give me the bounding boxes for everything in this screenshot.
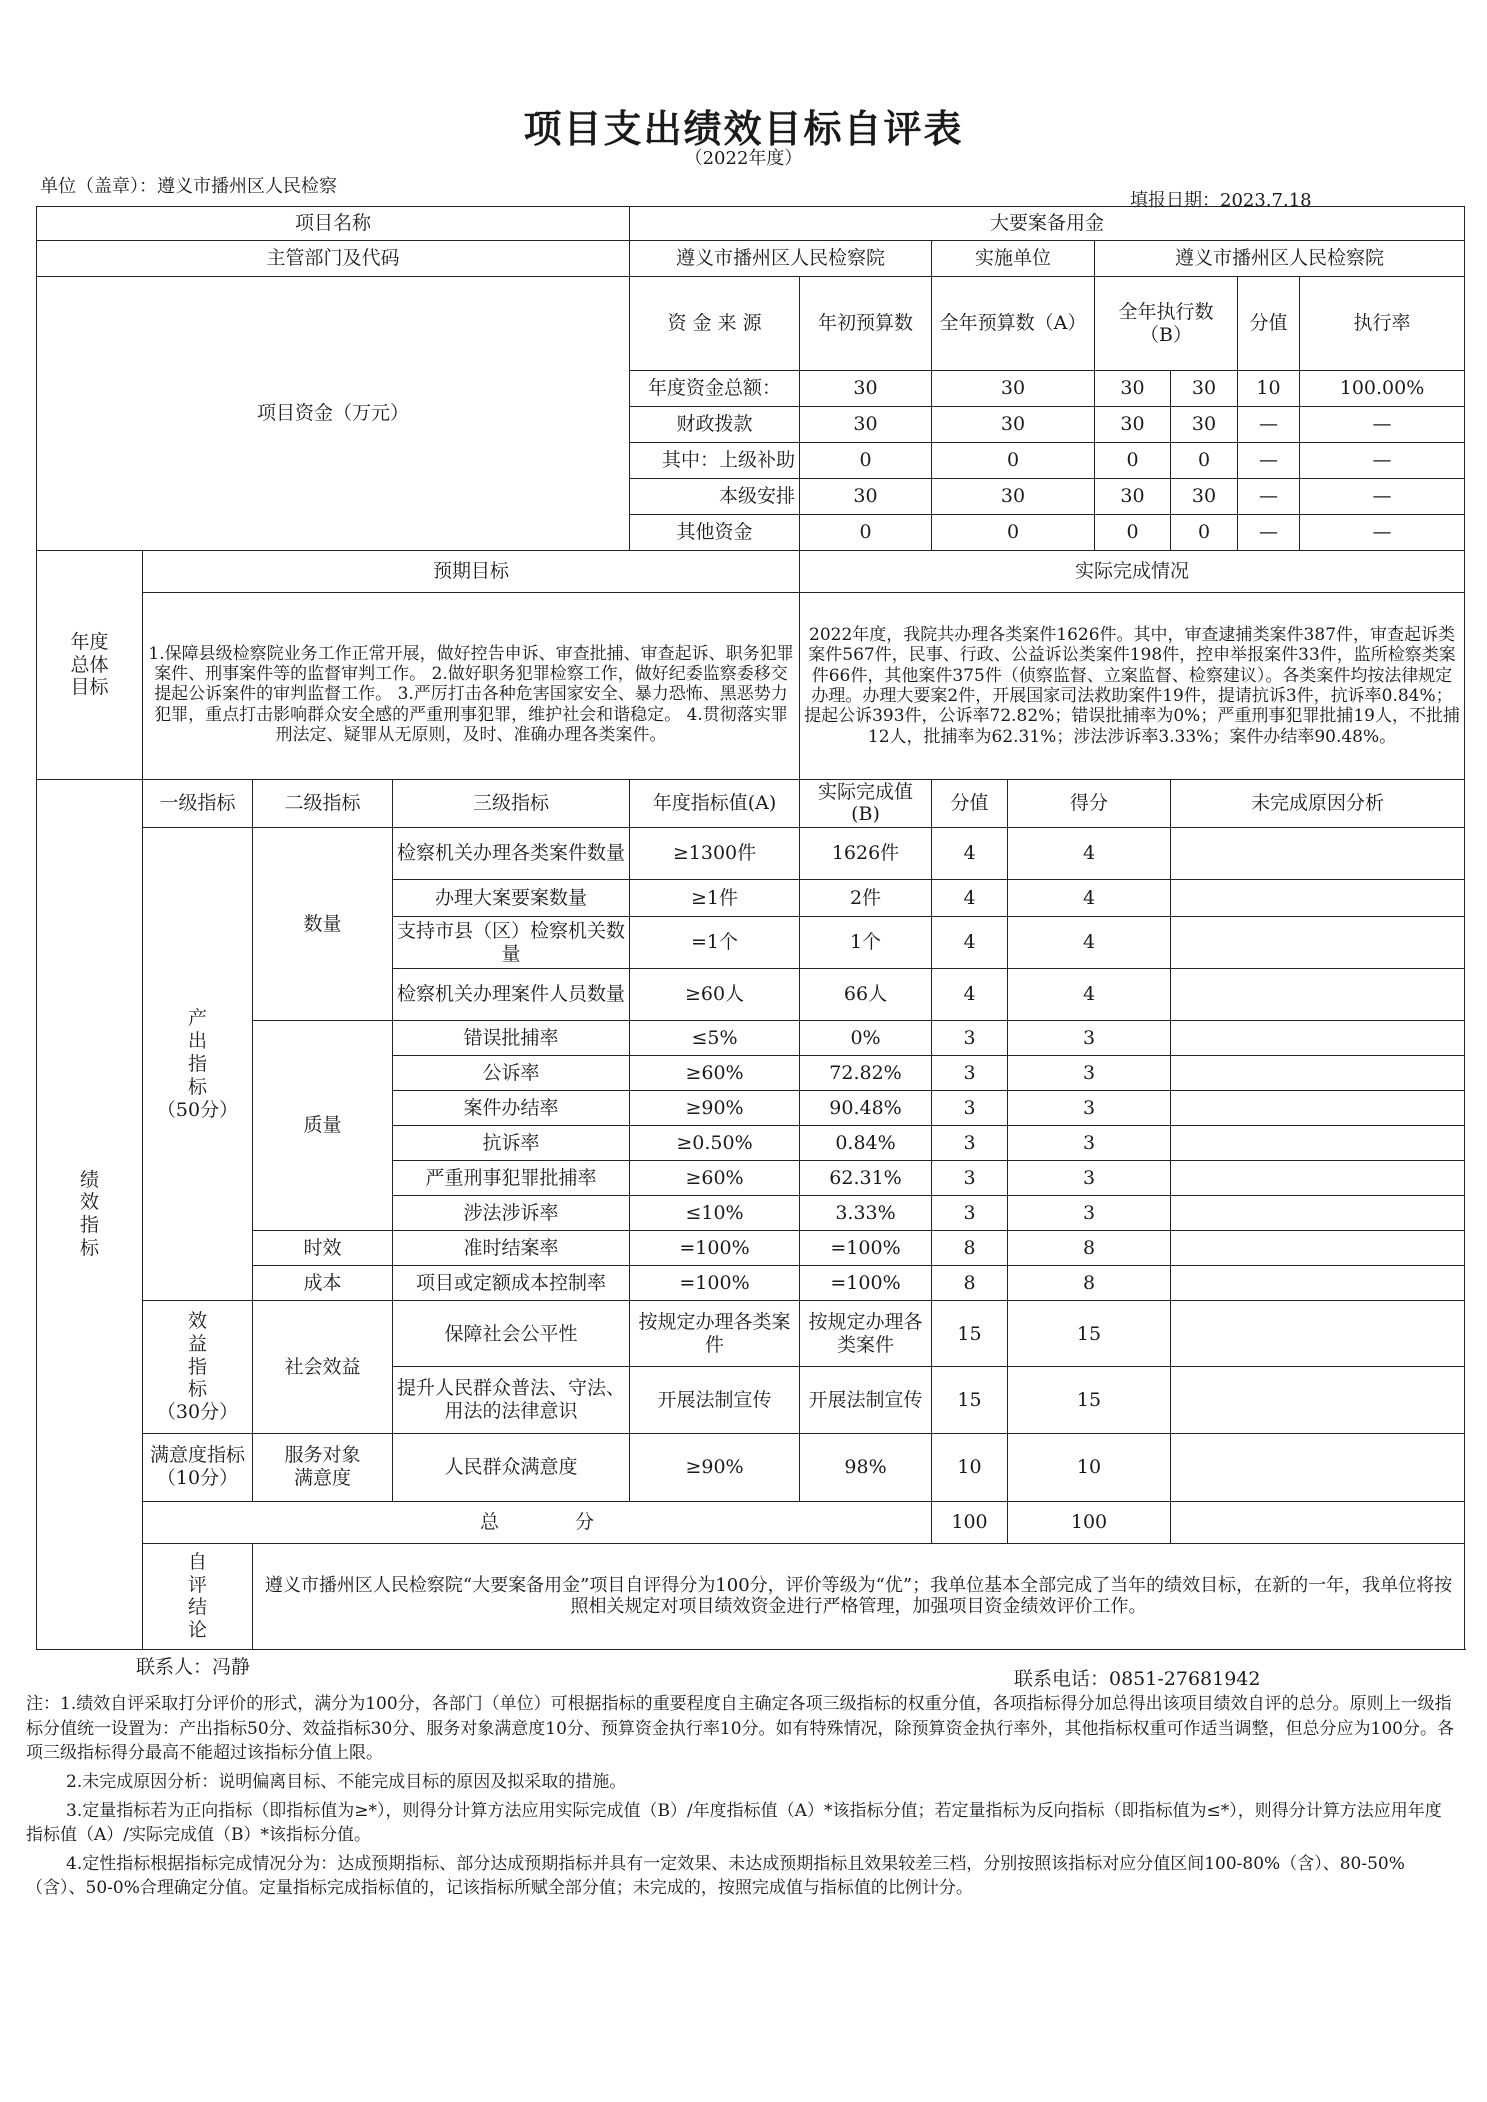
indicator-value: 4 — [932, 969, 1008, 1021]
impl-label: 实施单位 — [932, 241, 1095, 277]
indicator-target: ≤5% — [630, 1021, 800, 1056]
indicator-target: =100% — [630, 1266, 800, 1301]
indicator-reason — [1171, 1021, 1465, 1056]
indicator-target: ≥0.50% — [630, 1126, 800, 1161]
funds-initial: 0 — [800, 515, 932, 551]
indicators-section-label: 绩 效 指 标 — [37, 779, 143, 1649]
indicator-target: ≥60% — [630, 1161, 800, 1196]
funds-initial: 30 — [800, 371, 932, 407]
indicator-value: 3 — [932, 1091, 1008, 1126]
total-value: 100 — [932, 1501, 1008, 1543]
indicator-target: =1个 — [630, 917, 800, 969]
indicator-value: 8 — [932, 1231, 1008, 1266]
indicator-score: 8 — [1008, 1266, 1171, 1301]
ind-header-actual: 实际完成值(B) — [800, 779, 932, 828]
funds-score-value: — — [1238, 443, 1300, 479]
indicator-name: 案件办结率 — [393, 1091, 630, 1126]
ind-header-score: 得分 — [1008, 779, 1171, 828]
cost-label: 成本 — [253, 1266, 393, 1301]
indicator-value: 3 — [932, 1056, 1008, 1091]
indicator-name: 保障社会公平性 — [393, 1301, 630, 1367]
funds-rate: — — [1300, 515, 1465, 551]
indicator-score: 3 — [1008, 1161, 1171, 1196]
indicator-reason — [1171, 917, 1465, 969]
indicator-value: 10 — [932, 1433, 1008, 1501]
indicator-reason — [1171, 1266, 1465, 1301]
funds-source: 其中：上级补助 — [630, 443, 800, 479]
indicator-target: =100% — [630, 1231, 800, 1266]
funds-header-initial: 年初预算数 — [800, 277, 932, 371]
ind-header-reason: 未完成原因分析 — [1171, 779, 1465, 828]
indicator-actual: 98% — [800, 1433, 932, 1501]
funds-exec: 30 — [1095, 371, 1171, 407]
indicator-name: 严重刑事犯罪批捕率 — [393, 1161, 630, 1196]
funds-initial: 30 — [800, 407, 932, 443]
funds-annual: 30 — [932, 371, 1095, 407]
indicator-actual: 62.31% — [800, 1161, 932, 1196]
indicator-name: 抗诉率 — [393, 1126, 630, 1161]
funds-rate: 100.00% — [1300, 371, 1465, 407]
indicator-name: 公诉率 — [393, 1056, 630, 1091]
funds-exec: 0 — [1171, 443, 1238, 479]
indicator-actual: 开展法制宣传 — [800, 1367, 932, 1433]
actual-result-text: 2022年度，我院共办理各类案件1626件。其中，审查逮捕类案件387件，审查起诉类案件567件，民事、行政、公益诉讼类案件198件，控申举报案件33件，监所检察类案件66件，其他案件375件（侦察监督、立案监督、检察建议）。各类案件均按法律规定办理。办理大要案2件，开展国家司法救助案件19件，提请抗诉3件，抗诉率0.84%；提起公诉393件，公诉率72.82%；错误批捕率为0%；严重刑事犯罪批捕19人，不批捕12人，批捕率为62.31%；涉法涉诉率3.33%；案件办结率90.48%。 — [800, 593, 1465, 779]
indicator-reason — [1171, 1161, 1465, 1196]
indicator-score: 4 — [1008, 880, 1171, 917]
indicator-actual: 90.48% — [800, 1091, 932, 1126]
funds-source: 本级安排 — [630, 479, 800, 515]
indicator-actual: 72.82% — [800, 1056, 932, 1091]
goals-label: 年度 总体 目标 — [37, 551, 143, 779]
indicator-target: ≥90% — [630, 1433, 800, 1501]
indicator-value: 4 — [932, 917, 1008, 969]
indicator-score: 3 — [1008, 1126, 1171, 1161]
indicator-target: 按规定办理各类案件 — [630, 1301, 800, 1367]
note-4: 4.定性指标根据指标完成情况分为：达成预期指标、部分达成预期指标并具有一定效果、未达成预期指标且效果较差三档，分别按照该指标对应分值区间100-80%（含）、80-50%（含）、50-0%合理确定分值。定量指标完成指标值的，记该指标所赋全部分值；未完成的，按照完成值与指标值的比例计分。 — [26, 1853, 1405, 1899]
indicator-score: 15 — [1008, 1301, 1171, 1367]
fill-date: 填报日期：2023.7.18 — [1130, 190, 1312, 211]
indicator-target: ≤10% — [630, 1196, 800, 1231]
social-benefit-label: 社会效益 — [253, 1301, 393, 1433]
benefit-indicator-label: 效 益 指 标 （30分） — [143, 1301, 253, 1433]
funds-annual: 0 — [932, 515, 1095, 551]
indicator-target: ≥90% — [630, 1091, 800, 1126]
ind-header-level1: 一级指标 — [143, 779, 253, 828]
total-reason — [1171, 1501, 1465, 1543]
funds-label: 项目资金（万元） — [37, 277, 630, 551]
dept-value: 遵义市播州区人民检察院 — [630, 241, 932, 277]
table-row — [37, 1301, 1465, 1367]
ind-header-level3: 三级指标 — [393, 779, 630, 828]
indicator-score: 4 — [1008, 828, 1171, 880]
funds-header-exec: 全年执行数（B） — [1095, 277, 1238, 371]
indicator-target: ≥60% — [630, 1056, 800, 1091]
indicator-actual: 2件 — [800, 880, 932, 917]
indicator-name: 检察机关办理各类案件数量 — [393, 828, 630, 880]
output-indicator-label: 产 出 指 标 （50分） — [143, 828, 253, 1301]
indicator-reason — [1171, 1196, 1465, 1231]
indicator-target: ≥1300件 — [630, 828, 800, 880]
funds-exec: 0 — [1095, 443, 1171, 479]
indicator-target: ≥1件 — [630, 880, 800, 917]
indicator-reason — [1171, 828, 1465, 880]
indicator-reason — [1171, 969, 1465, 1021]
indicator-score: 10 — [1008, 1433, 1171, 1501]
indicator-value: 15 — [932, 1367, 1008, 1433]
funds-annual: 30 — [932, 479, 1095, 515]
quality-label: 质量 — [253, 1021, 393, 1231]
indicator-actual: 按规定办理各类案件 — [800, 1301, 932, 1367]
indicator-value: 3 — [932, 1161, 1008, 1196]
funds-score-value: — — [1238, 407, 1300, 443]
report-year: （2022年度） — [684, 148, 803, 169]
funds-initial: 0 — [800, 443, 932, 479]
contact-phone: 联系电话：0851-27681942 — [1014, 1668, 1261, 1690]
indicator-value: 3 — [932, 1021, 1008, 1056]
indicator-score: 3 — [1008, 1091, 1171, 1126]
indicator-value: 15 — [932, 1301, 1008, 1367]
total-score: 100 — [1008, 1501, 1171, 1543]
indicator-actual: =100% — [800, 1266, 932, 1301]
funds-header-annual: 全年预算数（A） — [932, 277, 1095, 371]
ind-header-level2: 二级指标 — [253, 779, 393, 828]
indicator-value: 4 — [932, 880, 1008, 917]
indicator-reason — [1171, 1091, 1465, 1126]
indicator-actual: 66人 — [800, 969, 932, 1021]
funds-source: 其他资金 — [630, 515, 800, 551]
indicator-value: 3 — [932, 1196, 1008, 1231]
indicator-score: 3 — [1008, 1196, 1171, 1231]
indicator-actual: 3.33% — [800, 1196, 932, 1231]
indicator-score: 3 — [1008, 1021, 1171, 1056]
indicator-actual: 1626件 — [800, 828, 932, 880]
indicator-reason — [1171, 880, 1465, 917]
notes-section — [26, 1692, 1456, 1905]
funds-rate: — — [1300, 407, 1465, 443]
indicator-reason — [1171, 1367, 1465, 1433]
funds-exec: 30 — [1171, 407, 1238, 443]
indicator-name: 项目或定额成本控制率 — [393, 1266, 630, 1301]
funds-rate: — — [1300, 443, 1465, 479]
indicator-name: 提升人民群众普法、守法、用法的法律意识 — [393, 1367, 630, 1433]
indicator-reason — [1171, 1126, 1465, 1161]
unit-label: 单位（盖章）：遵义市播州区人民检察 — [40, 176, 337, 197]
quantity-label: 数量 — [253, 828, 393, 1021]
funds-source: 财政拨款 — [630, 407, 800, 443]
funds-initial: 30 — [800, 479, 932, 515]
indicator-score: 8 — [1008, 1231, 1171, 1266]
service-satisfaction-label: 服务对象 满意度 — [253, 1433, 393, 1501]
funds-annual: 0 — [932, 443, 1095, 479]
project-name-label: 项目名称 — [37, 207, 630, 241]
indicator-name: 准时结案率 — [393, 1231, 630, 1266]
expected-goal-header: 预期目标 — [143, 551, 800, 593]
indicator-name: 检察机关办理案件人员数量 — [393, 969, 630, 1021]
conclusion-label: 自 评 结 论 — [143, 1543, 253, 1649]
self-evaluation-table — [36, 206, 1465, 1650]
note-3: 3.定量指标若为正向指标（即指标值为≥*），则得分计算方法应用实际完成值（B）/年度指标值（A）*该指标分值；若定量指标为反向指标（即指标值为≤*），则得分计算方法应用年度指标值（A）/实际完成值（B）*该指标分值。 — [26, 1800, 1442, 1846]
indicator-name: 办理大案要案数量 — [393, 880, 630, 917]
project-name-value: 大要案备用金 — [630, 207, 1465, 241]
indicator-value: 4 — [932, 828, 1008, 880]
total-row — [37, 1501, 1465, 1543]
indicator-score: 4 — [1008, 969, 1171, 1021]
funds-score-value: 10 — [1238, 371, 1300, 407]
table-row — [37, 1433, 1465, 1501]
indicator-reason — [1171, 1056, 1465, 1091]
indicator-value: 8 — [932, 1266, 1008, 1301]
note-1: 注：1.绩效自评采取打分评价的形式，满分为100分，各部门（单位）可根据指标的重要程度自主确定各项三级指标的权重分值，各项指标得分加总得出该项目绩效自评的总分。原则上一级指标分值统一设置为：产出指标50分、效益指标30分、服务对象满意度10分、预算资金执行率10分。如有特殊情况，除预算资金执行率外，其他指标权重可作适当调整，但总分应为100分。各项三级指标得分最高不能超过该指标分值上限。 — [26, 1694, 1454, 1764]
funds-header-source: 资 金 来 源 — [630, 277, 800, 371]
indicator-value: 3 — [932, 1126, 1008, 1161]
indicator-reason — [1171, 1301, 1465, 1367]
indicator-target: 开展法制宣传 — [630, 1367, 800, 1433]
indicator-actual: =100% — [800, 1231, 932, 1266]
indicator-name: 人民群众满意度 — [393, 1433, 630, 1501]
funds-rate: — — [1300, 479, 1465, 515]
funds-header-score-value: 分值 — [1238, 277, 1300, 371]
indicator-reason — [1171, 1433, 1465, 1501]
indicator-target: ≥60人 — [630, 969, 800, 1021]
indicator-reason — [1171, 1231, 1465, 1266]
contact-person: 联系人：冯静 — [136, 1656, 251, 1678]
total-label: 总 分 — [143, 1501, 932, 1543]
funds-exec: 30 — [1095, 407, 1171, 443]
ind-header-value: 分值 — [932, 779, 1008, 828]
indicator-actual: 0.84% — [800, 1126, 932, 1161]
funds-score-value: — — [1238, 515, 1300, 551]
table-row — [37, 828, 1465, 880]
indicator-name: 支持市县（区）检察机关数量 — [393, 917, 630, 969]
indicator-actual: 0% — [800, 1021, 932, 1056]
conclusion-text: 遵义市播州区人民检察院“大要案备用金”项目自评得分为100分，评价等级为“优”；我单位基本全部完成了当年的绩效目标，在新的一年，我单位将按照相关规定对项目绩效资金进行严格管理，加强项目资金绩效评价工作。 — [253, 1543, 1465, 1649]
funds-exec: 0 — [1171, 515, 1238, 551]
ind-header-target: 年度指标值(A) — [630, 779, 800, 828]
indicator-score: 15 — [1008, 1367, 1171, 1433]
funds-exec: 30 — [1171, 479, 1238, 515]
indicator-name: 错误批捕率 — [393, 1021, 630, 1056]
dept-label: 主管部门及代码 — [37, 241, 630, 277]
actual-result-header: 实际完成情况 — [800, 551, 1465, 593]
funds-exec: 30 — [1095, 479, 1171, 515]
note-2: 2.未完成原因分析：说明偏离目标、不能完成目标的原因及拟采取的措施。 — [66, 1771, 627, 1792]
impl-value: 遵义市播州区人民检察院 — [1095, 241, 1465, 277]
funds-source: 年度资金总额： — [630, 371, 800, 407]
funds-exec: 0 — [1095, 515, 1171, 551]
satisfaction-indicator-label: 满意度指标 （10分） — [143, 1433, 253, 1501]
indicator-actual: 1个 — [800, 917, 932, 969]
funds-score-value: — — [1238, 479, 1300, 515]
indicator-name: 涉法涉诉率 — [393, 1196, 630, 1231]
indicator-score: 3 — [1008, 1056, 1171, 1091]
funds-annual: 30 — [932, 407, 1095, 443]
funds-exec: 30 — [1171, 371, 1238, 407]
expected-goal-text: 1.保障县级检察院业务工作正常开展，做好控告申诉、审查批捕、审查起诉、职务犯罪案件、刑事案件等的监督审判工作。 2.做好职务犯罪检察工作，做好纪委监察委移交提起公诉案件的审判监督工作。 3.严厉打击各种危害国家安全、暴力恐怖、黑恶势力犯罪，重点打击影响群众安全感的严重刑事犯罪，维护社会和谐稳定。 4.贯彻落实罪刑法定、疑罪从无原则，及时、准确办理各类案件。 — [143, 593, 800, 779]
indicator-score: 4 — [1008, 917, 1171, 969]
timeliness-label: 时效 — [253, 1231, 393, 1266]
funds-header-rate: 执行率 — [1300, 277, 1465, 371]
page-title: 项目支出绩效目标自评表 — [523, 106, 964, 151]
